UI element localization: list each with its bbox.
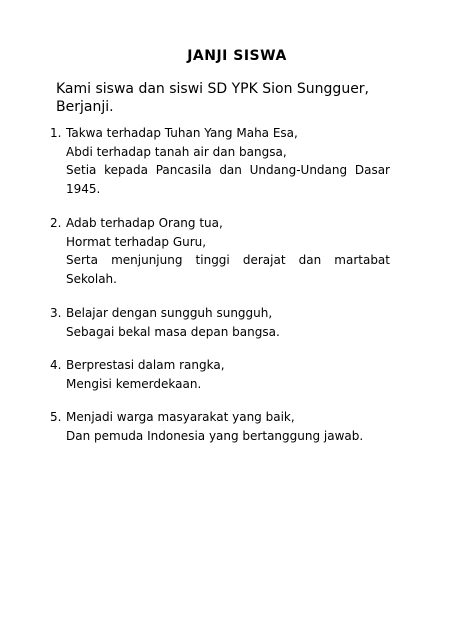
pledge-line: 1945. <box>66 181 101 196</box>
intro-line: Kami siswa dan siswi SD YPK Sion Sungguer, <box>56 81 370 97</box>
pledge-line: Sebagai bekal masa depan bangsa. <box>66 324 280 339</box>
pledge-line: Takwa terhadap Tuhan Yang Maha Esa, <box>66 126 298 140</box>
pledge-item-5 <box>50 408 390 445</box>
pledge-line: Dan pemuda Indonesia yang bertanggung jawab. <box>66 428 364 443</box>
pledge-number: 1. <box>50 126 62 140</box>
pledge-item-4 <box>50 356 390 393</box>
pledge-line: Mengisi kemerdekaan. <box>66 376 202 391</box>
pledge-line: Belajar dengan sungguh sungguh, <box>66 306 273 320</box>
pledge-item-1 <box>50 124 390 198</box>
pledge-number: 4. <box>50 358 62 372</box>
pledge-number: 2. <box>50 216 62 230</box>
pledge-line: Sekolah. <box>66 271 117 286</box>
pledge-line: Hormat terhadap Guru, <box>66 234 207 249</box>
pledge-number: 3. <box>50 306 62 320</box>
intro-line: Berjanji. <box>56 99 114 115</box>
pledge-line: Setia kepada Pancasila dan Undang-Undang Dasar <box>66 163 390 177</box>
pledge-number: 5. <box>50 410 62 424</box>
pledge-list <box>50 124 390 445</box>
pledge-line: Berprestasi dalam rangka, <box>66 358 225 372</box>
pledge-line: Adab terhadap Orang tua, <box>66 216 223 230</box>
pledge-line: Menjadi warga masyarakat yang baik, <box>66 410 295 424</box>
pledge-item-2 <box>50 214 390 288</box>
intro-paragraph <box>56 80 396 116</box>
pledge-item-3 <box>50 304 390 341</box>
document-title: JANJI SISWA <box>187 48 287 64</box>
pledge-line: Abdi terhadap tanah air dan bangsa, <box>66 144 287 159</box>
pledge-line: Serta menjunjung tinggi derajat dan martabat <box>66 253 390 267</box>
